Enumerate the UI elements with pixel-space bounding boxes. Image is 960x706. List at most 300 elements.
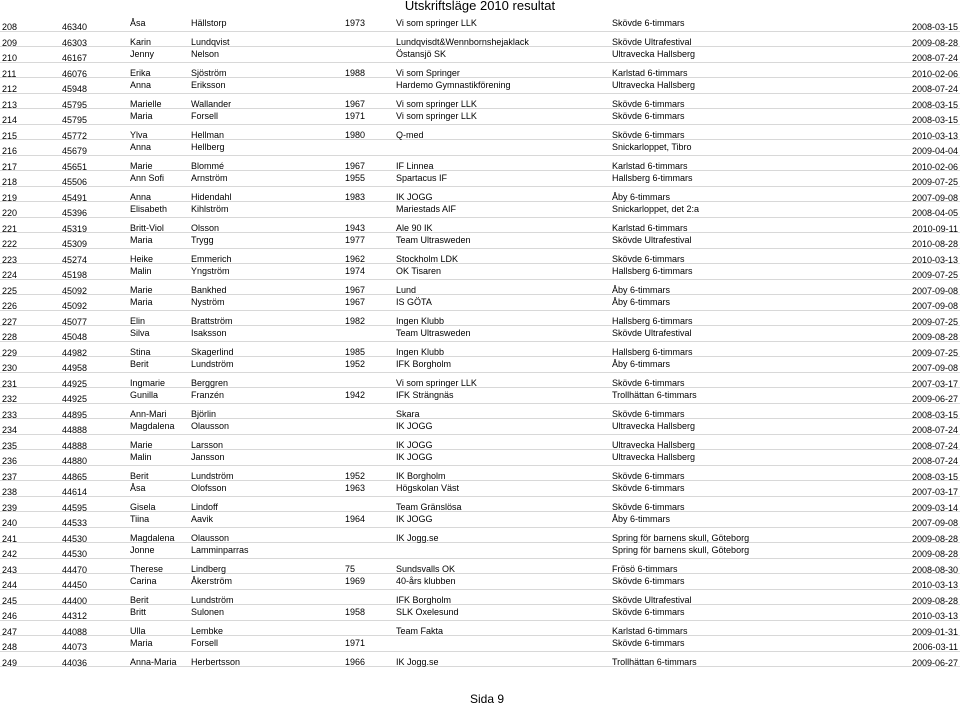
race-cell: Skövde 6-timmars	[612, 253, 685, 264]
last-name-cell: Kihlström	[191, 204, 229, 214]
first-name-cell: Maria	[130, 235, 153, 245]
club-cell: Team Gränslösa	[396, 501, 462, 512]
race-cell: Skövde 6-timmars	[612, 501, 685, 512]
birth-year-cell: 1967	[345, 160, 366, 171]
race-cell: Karlstad 6-timmars	[612, 625, 688, 636]
race-cell: Hallsberg 6-timmars	[612, 346, 693, 357]
last-name-cell: Hellman	[191, 129, 225, 140]
distance-cell: 46340	[62, 22, 88, 32]
last-name-cell: Aavik	[191, 514, 214, 524]
rank-cell: 219	[2, 192, 18, 203]
race-cell: Skövde 6-timmars	[612, 129, 685, 140]
table-row	[0, 636, 960, 652]
club-cell: IS GÖTA	[396, 297, 432, 307]
club-cell: IK JOGG	[396, 452, 433, 462]
race-cell: Skövde Ultrafestival	[612, 36, 692, 47]
last-name-cell: Sjöström	[191, 67, 227, 78]
table-row	[0, 342, 960, 358]
club-cell: IK Jogg.se	[396, 532, 439, 543]
distance-cell: 45077	[62, 316, 88, 327]
first-name-cell: Maria	[130, 111, 153, 121]
distance-cell: 44925	[62, 394, 88, 404]
last-name-cell: Blommé	[191, 160, 225, 171]
table-row	[0, 512, 960, 528]
club-cell: IF Linnea	[396, 160, 434, 171]
last-name-cell: Berggren	[191, 377, 229, 388]
date-cell: 2008-08-30	[911, 564, 958, 575]
distance-cell: 45198	[62, 270, 88, 280]
club-cell: Q-med	[396, 129, 424, 140]
distance-cell: 45319	[62, 223, 88, 234]
birth-year-cell: 1962	[345, 253, 366, 264]
first-name-cell: Maria	[130, 638, 153, 648]
rank-cell: 214	[2, 115, 18, 125]
last-name-cell: Lindberg	[191, 563, 227, 574]
table-row	[0, 450, 960, 466]
distance-cell: 44895	[62, 409, 88, 420]
birth-year-cell: 1964	[345, 514, 366, 524]
rank-cell: 213	[2, 99, 18, 110]
club-cell: IFK Strängnäs	[396, 390, 454, 400]
distance-cell: 44036	[62, 657, 88, 668]
race-cell: Skövde 6-timmars	[612, 638, 685, 648]
table-row	[0, 109, 960, 125]
date-cell: 2007-03-17	[911, 378, 958, 389]
last-name-cell: Brattström	[191, 315, 233, 326]
table-row	[0, 264, 960, 280]
rank-cell: 247	[2, 626, 18, 637]
birth-year-cell: 1958	[345, 607, 366, 617]
race-cell: Karlstad 6-timmars	[612, 222, 688, 233]
birth-year-cell: 1967	[345, 98, 366, 109]
last-name-cell: Olofsson	[191, 483, 227, 493]
race-cell: Åby 6-timmars	[612, 284, 671, 295]
date-cell: 2008-07-24	[911, 440, 958, 451]
table-row	[0, 652, 960, 668]
date-cell: 2007-09-08	[911, 285, 958, 296]
date-cell: 2010-03-13	[911, 580, 958, 590]
rank-cell: 215	[2, 130, 18, 141]
distance-cell: 44450	[62, 580, 88, 590]
first-name-cell: Ann Sofi	[130, 173, 165, 183]
date-cell: 2010-08-28	[911, 239, 958, 249]
table-row	[0, 218, 960, 234]
first-name-cell: Åsa	[130, 18, 146, 28]
distance-cell: 44073	[62, 642, 88, 652]
date-cell: 2010-02-06	[911, 68, 958, 79]
distance-cell: 46303	[62, 37, 88, 48]
first-name-cell: Heike	[130, 253, 154, 264]
table-row	[0, 605, 960, 621]
table-row	[0, 388, 960, 404]
table-row	[0, 16, 960, 32]
birth-year-cell: 1971	[345, 111, 366, 121]
date-cell: 2009-07-25	[911, 347, 958, 358]
race-cell: Hallsberg 6-timmars	[612, 173, 693, 183]
first-name-cell: Ylva	[130, 129, 148, 140]
race-cell: Skövde 6-timmars	[612, 18, 685, 28]
race-cell: Skövde 6-timmars	[612, 470, 685, 481]
rank-cell: 231	[2, 378, 18, 389]
first-name-cell: Elin	[130, 315, 146, 326]
race-cell: Trollhättan 6-timmars	[612, 390, 697, 400]
last-name-cell: Hellberg	[191, 142, 225, 152]
first-name-cell: Ann-Mari	[130, 408, 167, 419]
race-cell: Åby 6-timmars	[612, 191, 671, 202]
distance-cell: 45491	[62, 192, 88, 203]
last-name-cell: Forsell	[191, 111, 219, 121]
first-name-cell: Silva	[130, 328, 150, 338]
distance-cell: 46076	[62, 68, 88, 79]
date-cell: 2009-03-14	[911, 502, 958, 513]
rank-cell: 235	[2, 440, 18, 451]
distance-cell: 45772	[62, 130, 88, 141]
birth-year-cell: 1967	[345, 284, 366, 295]
race-cell: Skövde 6-timmars	[612, 576, 685, 586]
date-cell: 2010-03-13	[911, 254, 958, 265]
first-name-cell: Stina	[130, 346, 151, 357]
date-cell: 2008-03-15	[911, 99, 958, 110]
distance-cell: 45948	[62, 84, 88, 94]
distance-cell: 45795	[62, 99, 88, 110]
date-cell: 2008-07-24	[911, 84, 958, 94]
club-cell: Vi som springer LLK	[396, 377, 477, 388]
race-cell: Åby 6-timmars	[612, 514, 671, 524]
table-row	[0, 125, 960, 141]
rank-cell: 211	[2, 68, 17, 79]
club-cell: 40-års klubben	[396, 576, 456, 586]
first-name-cell: Marie	[130, 160, 153, 171]
date-cell: 2007-09-08	[911, 518, 958, 528]
distance-cell: 44312	[62, 611, 88, 621]
page-title: Utskriftsläge 2010 resultat	[404, 0, 556, 13]
club-cell: Vi som springer LLK	[396, 111, 477, 121]
table-row	[0, 187, 960, 203]
table-row	[0, 140, 960, 156]
last-name-cell: Lembke	[191, 625, 224, 636]
table-row	[0, 78, 960, 94]
table-row	[0, 63, 960, 79]
club-cell: IFK Borgholm	[396, 594, 452, 605]
rank-cell: 208	[2, 22, 18, 32]
race-cell: Skövde Ultrafestival	[612, 328, 692, 338]
date-cell: 2009-06-27	[911, 657, 958, 668]
race-cell: Frösö 6-timmars	[612, 563, 678, 574]
first-name-cell: Anna	[130, 191, 152, 202]
first-name-cell: Anna-Maria	[130, 656, 177, 667]
race-cell: Hallsberg 6-timmars	[612, 315, 693, 326]
race-cell: Hallsberg 6-timmars	[612, 266, 693, 276]
last-name-cell: Lundström	[191, 594, 234, 605]
distance-cell: 44880	[62, 456, 88, 466]
first-name-cell: Britt	[130, 607, 147, 617]
club-cell: Team Ultrasweden	[396, 328, 471, 338]
table-row	[0, 481, 960, 497]
date-cell: 2006-03-11	[912, 642, 958, 652]
rank-cell: 226	[2, 301, 18, 311]
table-row	[0, 497, 960, 513]
first-name-cell: Tiina	[130, 514, 150, 524]
first-name-cell: Malin	[130, 452, 152, 462]
table-row	[0, 419, 960, 435]
distance-cell: 44888	[62, 440, 88, 451]
first-name-cell: Karin	[130, 36, 152, 47]
race-cell: Skövde 6-timmars	[612, 607, 685, 617]
birth-year-cell: 1952	[345, 470, 366, 481]
distance-cell: 45396	[62, 208, 88, 218]
date-cell: 2007-03-17	[911, 487, 958, 497]
race-cell: Ultravecka Hallsberg	[612, 49, 696, 59]
distance-cell: 44088	[62, 626, 88, 637]
rank-cell: 248	[2, 642, 18, 652]
distance-cell: 44925	[62, 378, 88, 389]
club-cell: Ingen Klubb	[396, 315, 445, 326]
table-row	[0, 373, 960, 389]
first-name-cell: Berit	[130, 359, 149, 369]
rank-cell: 240	[2, 518, 18, 528]
table-row	[0, 590, 960, 606]
rank-cell: 227	[2, 316, 18, 327]
rank-cell: 244	[2, 580, 18, 590]
race-cell: Skövde 6-timmars	[612, 377, 685, 388]
rank-cell: 234	[2, 425, 18, 435]
last-name-cell: Hidendahl	[191, 191, 232, 202]
rank-cell: 225	[2, 285, 18, 296]
birth-year-cell: 1967	[345, 297, 366, 307]
first-name-cell: Maria	[130, 297, 153, 307]
rank-cell: 212	[2, 84, 18, 94]
table-row	[0, 233, 960, 249]
first-name-cell: Elisabeth	[130, 204, 168, 214]
date-cell: 2010-03-13	[911, 611, 958, 621]
birth-year-cell: 1980	[345, 129, 366, 140]
table-row	[0, 156, 960, 172]
last-name-cell: Lamminparras	[191, 545, 249, 555]
date-cell: 2010-09-11	[912, 223, 958, 234]
club-cell: Vi som springer LLK	[396, 18, 477, 28]
rank-cell: 230	[2, 363, 18, 373]
first-name-cell: Berit	[130, 594, 149, 605]
club-cell: Hardemo Gymnastikförening	[396, 80, 511, 90]
last-name-cell: Forsell	[191, 638, 219, 648]
last-name-cell: Hällstorp	[191, 18, 227, 28]
date-cell: 2009-07-25	[911, 177, 958, 187]
birth-year-cell: 1969	[345, 576, 366, 586]
first-name-cell: Therese	[130, 563, 164, 574]
last-name-cell: Lundqvist	[191, 36, 230, 47]
last-name-cell: Lindoff	[191, 501, 218, 512]
first-name-cell: Ulla	[130, 625, 146, 636]
race-cell: Ultravecka Hallsberg	[612, 80, 696, 90]
club-cell: IK JOGG	[396, 439, 433, 450]
race-cell: Snickarloppet, det 2:a	[612, 204, 700, 214]
birth-year-cell: 1971	[345, 638, 366, 648]
date-cell: 2010-03-13	[911, 130, 958, 141]
race-cell: Ultravecka Hallsberg	[612, 452, 696, 462]
date-cell: 2008-03-15	[911, 471, 958, 482]
date-cell: 2009-04-04	[911, 146, 958, 156]
rank-cell: 216	[2, 146, 18, 156]
date-cell: 2008-07-24	[911, 53, 958, 63]
table-row	[0, 94, 960, 110]
last-name-cell: Trygg	[191, 235, 214, 245]
table-row	[0, 249, 960, 265]
table-row	[0, 326, 960, 342]
last-name-cell: Nelson	[191, 49, 220, 59]
rank-cell: 229	[2, 347, 18, 358]
distance-cell: 44595	[62, 502, 88, 513]
date-cell: 2010-02-06	[911, 161, 958, 172]
birth-year-cell: 1988	[345, 67, 366, 78]
table-row	[0, 311, 960, 327]
date-cell: 2009-08-28	[911, 549, 958, 559]
club-cell: OK Tisaren	[396, 266, 442, 276]
birth-year-cell: 1963	[345, 483, 366, 493]
birth-year-cell: 1942	[345, 390, 366, 400]
birth-year-cell: 1966	[345, 656, 366, 667]
club-cell: Team Ultrasweden	[396, 235, 471, 245]
table-row	[0, 543, 960, 559]
last-name-cell: Bankhed	[191, 284, 227, 295]
club-cell: Ingen Klubb	[396, 346, 445, 357]
last-name-cell: Olausson	[191, 421, 230, 431]
rank-cell: 246	[2, 611, 18, 621]
rank-cell: 232	[2, 394, 18, 404]
distance-cell: 44982	[62, 347, 88, 358]
race-cell: Åby 6-timmars	[612, 359, 671, 369]
table-row	[0, 171, 960, 187]
page-number: Sida 9	[469, 692, 505, 706]
birth-year-cell: 1952	[345, 359, 366, 369]
table-row	[0, 295, 960, 311]
table-row	[0, 202, 960, 218]
club-cell: Östansjö SK	[396, 49, 447, 59]
table-row	[0, 47, 960, 63]
distance-cell: 44470	[62, 564, 88, 575]
distance-cell: 45309	[62, 239, 88, 249]
date-cell: 2008-03-15	[911, 22, 958, 32]
first-name-cell: Gunilla	[130, 390, 159, 400]
last-name-cell: Herbertsson	[191, 656, 241, 667]
birth-year-cell: 1955	[345, 173, 366, 183]
rank-cell: 210	[2, 53, 18, 63]
club-cell: Vi som springer LLK	[396, 98, 477, 109]
race-cell: Snickarloppet, Tibro	[612, 142, 692, 152]
date-cell: 2009-07-25	[911, 316, 958, 327]
rank-cell: 218	[2, 177, 18, 187]
last-name-cell: Nyström	[191, 297, 225, 307]
distance-cell: 45795	[62, 115, 88, 125]
first-name-cell: Marie	[130, 439, 153, 450]
race-cell: Skövde 6-timmars	[612, 483, 685, 493]
birth-year-cell: 1985	[345, 346, 366, 357]
first-name-cell: Marielle	[130, 98, 162, 109]
table-row	[0, 466, 960, 482]
last-name-cell: Olausson	[191, 532, 230, 543]
birth-year-cell: 1982	[345, 315, 366, 326]
last-name-cell: Olsson	[191, 222, 220, 233]
club-cell: IK JOGG	[396, 421, 433, 431]
date-cell: 2008-04-05	[911, 208, 958, 218]
distance-cell: 44888	[62, 425, 88, 435]
last-name-cell: Larsson	[191, 439, 224, 450]
first-name-cell: Gisela	[130, 501, 156, 512]
table-row	[0, 435, 960, 451]
last-name-cell: Jansson	[191, 452, 225, 462]
last-name-cell: Arnström	[191, 173, 228, 183]
first-name-cell: Jonne	[130, 545, 155, 555]
race-cell: Trollhättan 6-timmars	[612, 656, 697, 667]
club-cell: IFK Borgholm	[396, 359, 452, 369]
last-name-cell: Eriksson	[191, 80, 226, 90]
last-name-cell: Åkerström	[191, 576, 233, 586]
first-name-cell: Ingmarie	[130, 377, 166, 388]
date-cell: 2008-03-15	[911, 409, 958, 420]
rank-cell: 241	[2, 533, 18, 544]
club-cell: Spartacus IF	[396, 173, 448, 183]
rank-cell: 237	[2, 471, 18, 482]
rank-cell: 249	[2, 657, 18, 668]
birth-year-cell: 1973	[345, 18, 366, 28]
distance-cell: 45679	[62, 146, 88, 156]
last-name-cell: Yngström	[191, 266, 230, 276]
table-row	[0, 559, 960, 575]
first-name-cell: Carina	[130, 576, 157, 586]
date-cell: 2008-07-24	[911, 456, 958, 466]
birth-year-cell: 1943	[345, 222, 366, 233]
race-cell: Åby 6-timmars	[612, 297, 671, 307]
distance-cell: 44958	[62, 363, 88, 373]
race-cell: Karlstad 6-timmars	[612, 160, 688, 171]
distance-cell: 44614	[62, 487, 88, 497]
first-name-cell: Magdalena	[130, 532, 175, 543]
club-cell: IK Jogg.se	[396, 656, 439, 667]
rank-cell: 238	[2, 487, 18, 497]
club-cell: Lundqvisdt&Wennbornshejaklack	[396, 36, 529, 47]
date-cell: 2009-08-28	[911, 37, 958, 48]
distance-cell: 44865	[62, 471, 88, 482]
rank-cell: 222	[2, 239, 18, 249]
rank-cell: 236	[2, 456, 18, 466]
rank-cell: 223	[2, 254, 18, 265]
table-row	[0, 32, 960, 48]
club-cell: Högskolan Väst	[396, 483, 460, 493]
club-cell: IK JOGG	[396, 514, 433, 524]
last-name-cell: Isaksson	[191, 328, 227, 338]
club-cell: IK Borgholm	[396, 470, 446, 481]
rank-cell: 228	[2, 332, 18, 342]
birth-year-cell: 1983	[345, 191, 366, 202]
rank-cell: 233	[2, 409, 18, 420]
date-cell: 2007-09-08	[911, 192, 958, 203]
distance-cell: 45048	[62, 332, 88, 342]
distance-cell: 44530	[62, 533, 88, 544]
date-cell: 2009-07-25	[911, 270, 958, 280]
first-name-cell: Jenny	[130, 49, 155, 59]
birth-year-cell: 1977	[345, 235, 366, 245]
last-name-cell: Björlin	[191, 408, 217, 419]
rank-cell: 224	[2, 270, 18, 280]
table-row	[0, 280, 960, 296]
date-cell: 2008-07-24	[911, 425, 958, 435]
first-name-cell: Anna	[130, 80, 152, 90]
rank-cell: 209	[2, 37, 18, 48]
distance-cell: 45651	[62, 161, 88, 172]
rank-cell: 217	[2, 161, 18, 172]
table-row	[0, 574, 960, 590]
race-cell: Skövde 6-timmars	[612, 111, 685, 121]
last-name-cell: Wallander	[191, 98, 232, 109]
